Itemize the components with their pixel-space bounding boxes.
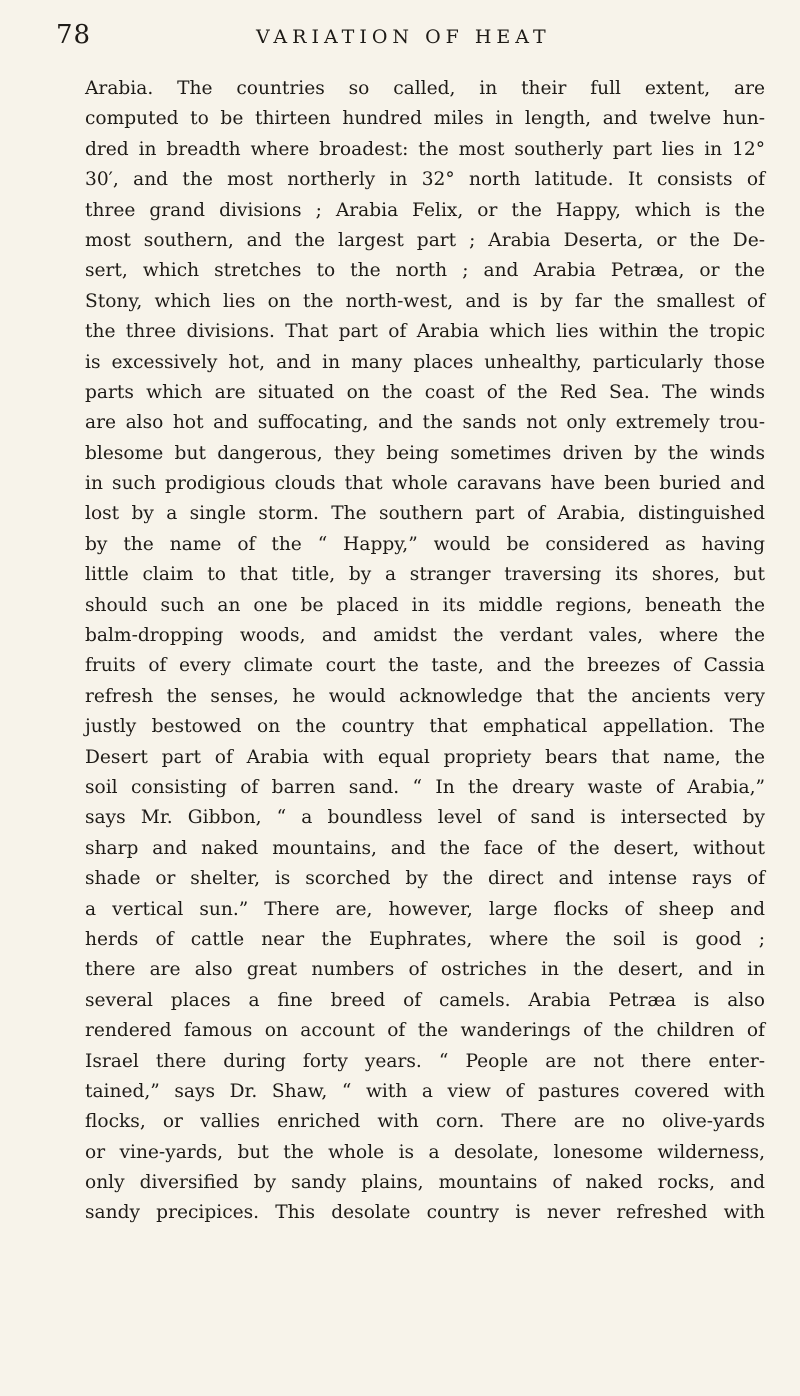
text-line: 30′, and the most northerly in 32° north latitude. It consists of [85,169,765,191]
text-line: dred in breadth where broadest: the most southerly part lies in 12° [85,138,765,160]
text-line: fruits of every climate court the taste, and the breezes of Cassia [85,655,765,677]
text-line: lost by a single storm. The southern part of Arabia, distinguished [85,503,765,525]
text-line: sert, which stretches to the north ; and Arabia Petræa, or the [85,260,765,282]
running-head: VARIATION OF HEAT [256,26,551,48]
text-line: balm-dropping woods, and amidst the verdant vales, where the [85,625,765,647]
text-line: several places a fine breed of camels. Arabia Petræa is also [85,989,765,1011]
text-line: in such prodigious clouds that whole caravans have been buried and [85,473,765,495]
page-header [48,18,760,58]
text-line: flocks, or vallies enriched with corn. There are no olive-yards [85,1111,765,1133]
text-line: sandy precipices. This desolate country is never refreshed with [85,1202,765,1224]
text-line: rendered famous on account of the wanderings of the children of [85,1020,765,1042]
text-line: by the name of the “ Happy,” would be considered as having [85,533,765,555]
text-line: Arabia. The countries so called, in their full extent, are [85,78,765,99]
text-line: should such an one be placed in its middle regions, beneath the [85,594,765,616]
text-line: blesome but dangerous, they being sometimes driven by the winds [85,442,765,464]
text-line: parts which are situated on the coast of the Red Sea. The winds [85,381,765,403]
text-line: the three divisions. That part of Arabia which lies within the tropic [85,321,765,343]
text-line: three grand divisions ; Arabia Felix, or the Happy, which is the [85,199,765,221]
text-line: shade or shelter, is scorched by the direct and intense rays of [85,868,765,890]
text-line: says Mr. Gibbon, “ a boundless level of sand is intersected by [85,807,765,829]
text-line: tained,” says Dr. Shaw, “ with a view of pastures covered with [85,1080,765,1102]
text-line: computed to be thirteen hundred miles in length, and twelve hun- [85,108,765,130]
text-line: soil consisting of barren sand. “ In the dreary waste of Arabia,” [85,776,765,798]
text-line: are also hot and suffocating, and the sands not only extremely trou- [85,412,765,434]
text-line: or vine-yards, but the whole is a desolate, lonesome wilderness, [85,1141,765,1163]
text-line: is excessively hot, and in many places unhealthy, particularly those [85,351,765,373]
text-line: Desert part of Arabia with equal propriety bears that name, the [85,746,765,768]
text-line: justly bestowed on the country that emphatical appellation. The [85,716,765,738]
text-line: a vertical sun.” There are, however, large flocks of sheep and [85,898,765,920]
text-line: little claim to that title, by a stranger traversing its shores, but [85,564,765,586]
text-line: herds of cattle near the Euphrates, where the soil is good ; [85,928,765,950]
text-line: most southern, and the largest part ; Arabia Deserta, or the De- [85,229,765,251]
text-line: refresh the senses, he would acknowledge that the ancients very [85,685,765,707]
page-number: 78 [56,20,92,50]
text-line: there are also great numbers of ostriches in the desert, and in [85,959,765,981]
text-line: Stony, which lies on the north-west, and is by far the smallest of [85,290,765,312]
body-text [85,74,765,1229]
text-line: sharp and naked mountains, and the face of the desert, without [85,837,765,859]
text-line: Israel there during forty years. “ People are not there enter- [85,1050,765,1072]
text-line: only diversified by sandy plains, mountains of naked rocks, and [85,1172,765,1194]
